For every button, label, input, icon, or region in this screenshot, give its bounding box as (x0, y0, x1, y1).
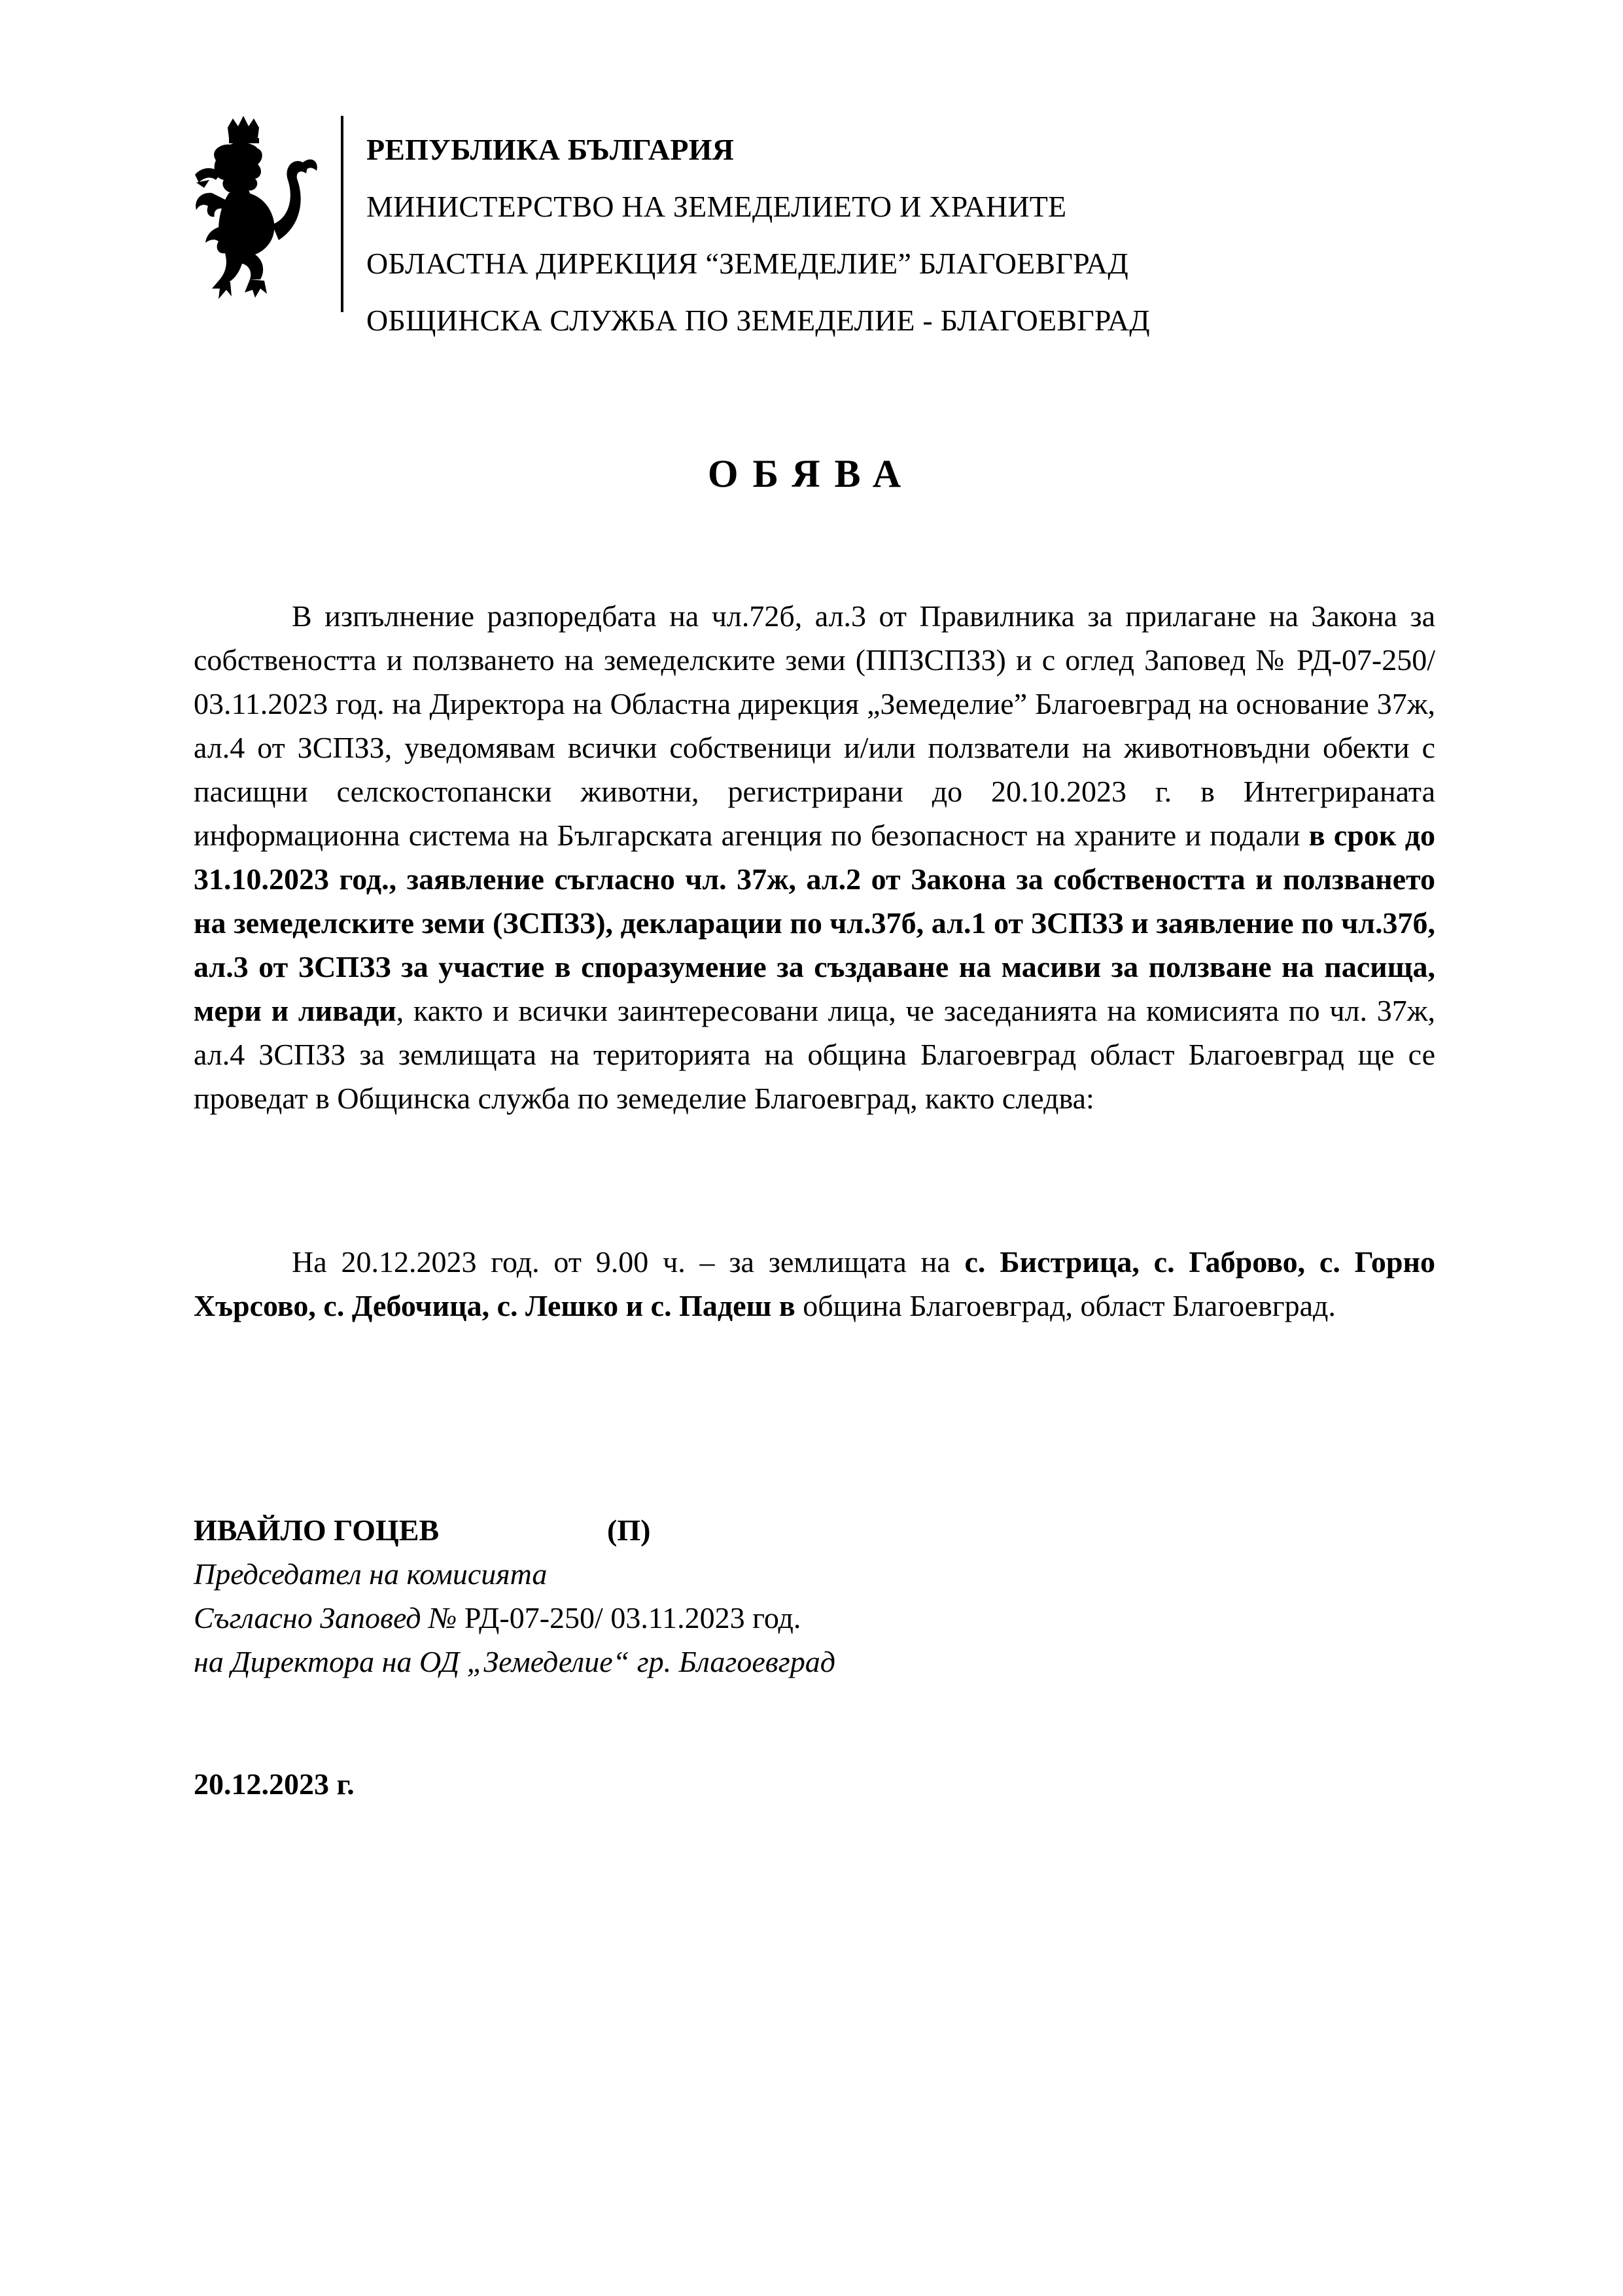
regional-directorate-name: ОБЛАСТНА ДИРЕКЦИЯ “ЗЕМЕДЕЛИЕ” БЛАГОЕВГРАД (366, 247, 1129, 280)
signature-block (194, 1508, 1109, 1684)
municipal-service-name: ОБЩИНСКА СЛУЖБА ПО ЗЕМЕДЕЛИЕ - БЛАГОЕВГРАД (366, 304, 1150, 337)
document-date: 20.12.2023 г. (194, 1767, 355, 1801)
announcement-paragraph-1 (194, 594, 1435, 1120)
paragraph-2-bold-villages: с. Бистрица, с. Габрово, с. Горно Хърсово, с. Дебочица, с. Лешко и с. Падеш в (194, 1245, 1435, 1322)
paragraph-2-text-b: община Благоевград, област Благоевград. (795, 1289, 1336, 1322)
order-issuer: на Директора на ОД „Земеделие“ гр. Благоевград (194, 1645, 835, 1678)
ministry-name: МИНИСТЕРСТВО НА ЗЕМЕДЕЛИЕТО И ХРАНИТЕ (366, 190, 1067, 223)
paragraph-1-text-a: В изпълнение разпоредбата на чл.72б, ал.3 от Правилника за прилагане на Закона за собствеността и ползването на земеделските земи (ППЗСПЗЗ) и с оглед Заповед № РД-07-250/ 03.11.2023 год. на Директора на Областна дирекция „Земеделие” Благоевград на основание 37ж, ал.4 от ЗСПЗЗ, уведомявам всички собственици и/или ползватели на животновъдни обекти с пасищни селскостопански животни, регистрирани до 20.10.2023 г. в Интегрираната информационна система на Българската агенция по безопасност на храните и подали (194, 599, 1435, 852)
paragraph-2-text-a: На 20.12.2023 год. от 9.00 ч. – за землищата на (292, 1245, 965, 1279)
announcement-paragraph-2 (194, 1240, 1435, 1328)
signature-name-row (194, 1508, 1109, 1552)
signatory-name: ИВАЙЛО ГОЦЕВ (194, 1513, 440, 1547)
order-reference: РД-07-250/ 03.11.2023 год. (464, 1601, 801, 1634)
letterhead (190, 108, 1302, 337)
paragraph-1-text-b: , както и всички заинтересовани лица, че заседанията на комисията по чл. 37ж, ал.4 ЗСПЗЗ за землищата на територията на община Благоевград област Благоевград ще се проведат в Общинска служба по земеделие Благоевград, както следва: (194, 994, 1435, 1115)
paragraph-1-bold-text: в срок до 31.10.2023 год., заявление съгласно чл. 37ж, ал.2 от Закона за собствеността и ползването на земеделските земи (ЗСПЗЗ), декларации по чл.37б, ал.1 от ЗСПЗЗ и заявление по чл.37б, ал.3 от ЗСПЗЗ за участие в споразумение за създаване на масиви за ползване на пасища, мери и ливади (194, 819, 1435, 1027)
order-reference-line (194, 1596, 1109, 1640)
country-name: РЕПУБЛИКА БЪЛГАРИЯ (366, 133, 735, 166)
signatory-role: Председател на комисията (194, 1557, 548, 1591)
order-prefix: Съгласно Заповед № (194, 1601, 464, 1634)
signed-mark: (П) (607, 1513, 651, 1547)
letterhead-text (366, 121, 1348, 349)
letterhead-divider (341, 116, 343, 312)
document-title: ОБЯВА (707, 452, 916, 495)
bulgarian-lion-coat-of-arms-icon (190, 115, 321, 304)
